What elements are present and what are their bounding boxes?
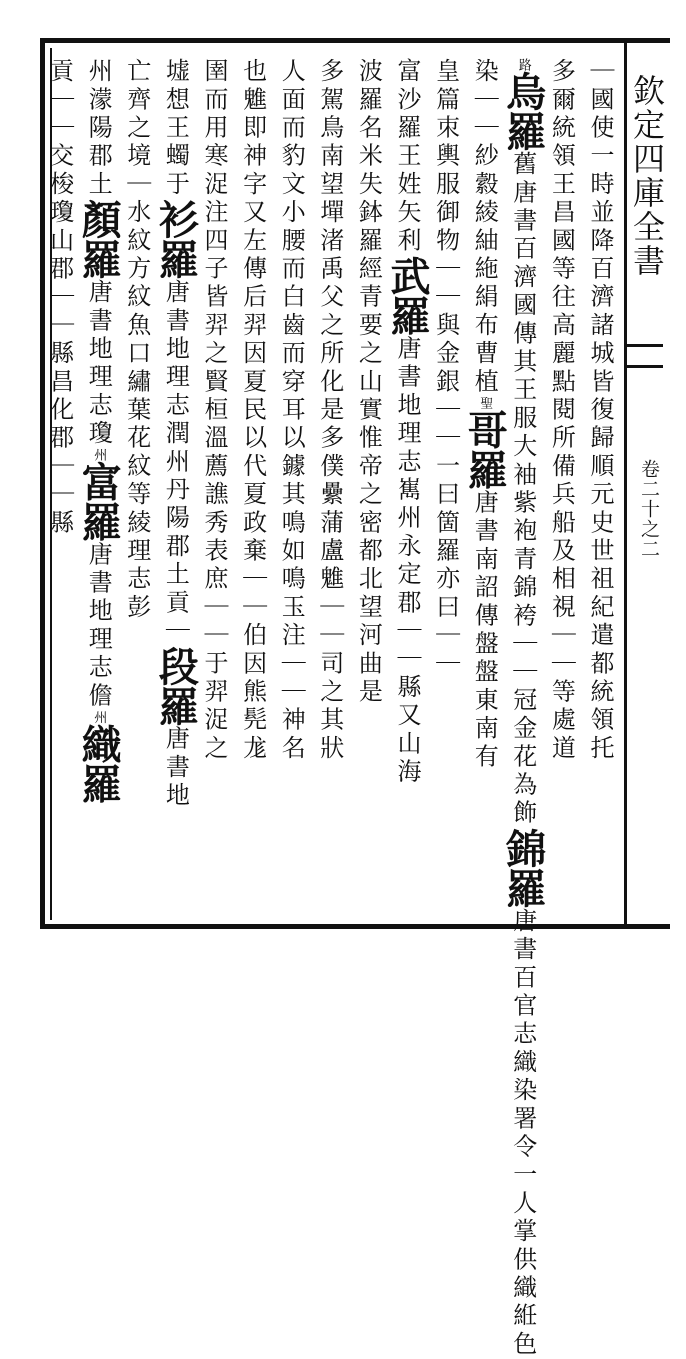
text-segment: 多爾統領王昌國等往高麗點閱所備兵船及相視｜｜等處道 [547, 58, 576, 763]
headword: 衫羅 [152, 199, 200, 279]
text-column [152, 58, 200, 928]
text-column [539, 58, 583, 928]
text-segment: 亡齊之境 [122, 58, 151, 171]
text-segment: 皇篇朿輿服御物｜｜與金銀 [431, 58, 460, 397]
headword: 段羅 [152, 645, 200, 726]
text-segment: 染｜｜紗縠綾紬絁絹布曹植 [470, 58, 499, 397]
text-segment: 多駕鳥南望墠渚禹父之所化是多僕纍蒲盧魋｜｜司之其狀 [315, 58, 344, 763]
text-column [192, 58, 236, 928]
text-segment: ｜｜一曰箇羅亦曰｜｜ [431, 396, 460, 679]
text-column [578, 58, 622, 928]
text-column [461, 58, 509, 928]
text-segment: 也魋即神字又左傳后羿因夏民以代夏政棄｜｜伯因熊髡尨 [238, 58, 267, 763]
text-column [75, 58, 123, 928]
text-column [308, 58, 352, 928]
text-segment: 唐書地理志嶲州永定郡｜｜縣又山海 [393, 335, 421, 787]
headword: 富羅 [75, 461, 123, 542]
text-segment: 唐書南詔傳盤盤東南有 [470, 489, 499, 772]
text-column [385, 58, 429, 928]
text-segment: 昌化郡｜｜縣 [45, 368, 74, 538]
page-header-strip [627, 44, 667, 924]
text-segment: 唐書百官志織染署令一人掌供織絍色 [508, 907, 537, 1359]
text-segment: 舊唐書百濟國傳其王服大袖紫袍青錦袴｜｜冠金花為飾 [508, 151, 537, 828]
text-segment: 人面而豹文小腰而白齒而穿耳以鐻其鳴如鳴玉注｜｜神名 [277, 58, 306, 763]
text-segment: 墟想王蠋于 [161, 58, 190, 199]
text-segment: 唐書地理志儋 [84, 541, 113, 711]
text-segment: 唐書地理志瓊 [84, 279, 113, 449]
headword: 武羅 [384, 255, 431, 336]
text-segment: ｜國使一時並降百濟諸城皆復歸順元史世祖紀遣都統領托 [586, 58, 614, 763]
text-segment: 富沙羅王姓矢利 [393, 58, 421, 256]
volume-label: 卷二十之二 [638, 459, 660, 559]
text-segment: 唐書地 [161, 725, 190, 811]
text-segment: 州濛陽郡土 [84, 58, 113, 199]
frame-top-rule [40, 38, 670, 43]
small-note: 聖 [477, 396, 493, 410]
text-column [231, 58, 275, 928]
small-note: 州 [91, 710, 107, 724]
text-segment: ｜水紋方紋魚口繡葉花紋等綾 [122, 170, 151, 538]
book-title: 欽定四庫全書 [628, 74, 666, 278]
text-segment: 理志彭 [122, 537, 151, 623]
text-segment: 唐書地理志潤州丹陽郡土貢｜ [161, 279, 190, 646]
small-note: 州 [91, 448, 107, 462]
text-segment: 瓊山郡｜｜縣 [45, 199, 74, 369]
fish-tail-mark-icon [627, 344, 663, 368]
headword: 哥羅 [461, 409, 509, 490]
text-column [269, 58, 313, 928]
text-segment: 波羅名米失鉢羅經青要之山實惟帝之密都北望河曲是 [354, 58, 383, 707]
text-segment: 貢｜｜交梭 [45, 58, 74, 199]
text-column [38, 58, 82, 928]
headword: 錦羅 [499, 827, 547, 908]
text-column [499, 58, 547, 1359]
text-column [346, 58, 390, 928]
headword: 烏羅 [499, 71, 547, 151]
headword: 顏羅 [75, 199, 123, 279]
headword: 織羅 [75, 723, 123, 804]
text-column [424, 58, 468, 928]
text-segment: 圉而用寒浞注四子皆羿之賢桓溫薦譙秀表庶｜｜于羿浞之 [200, 58, 228, 763]
small-note: 路 [515, 58, 531, 71]
